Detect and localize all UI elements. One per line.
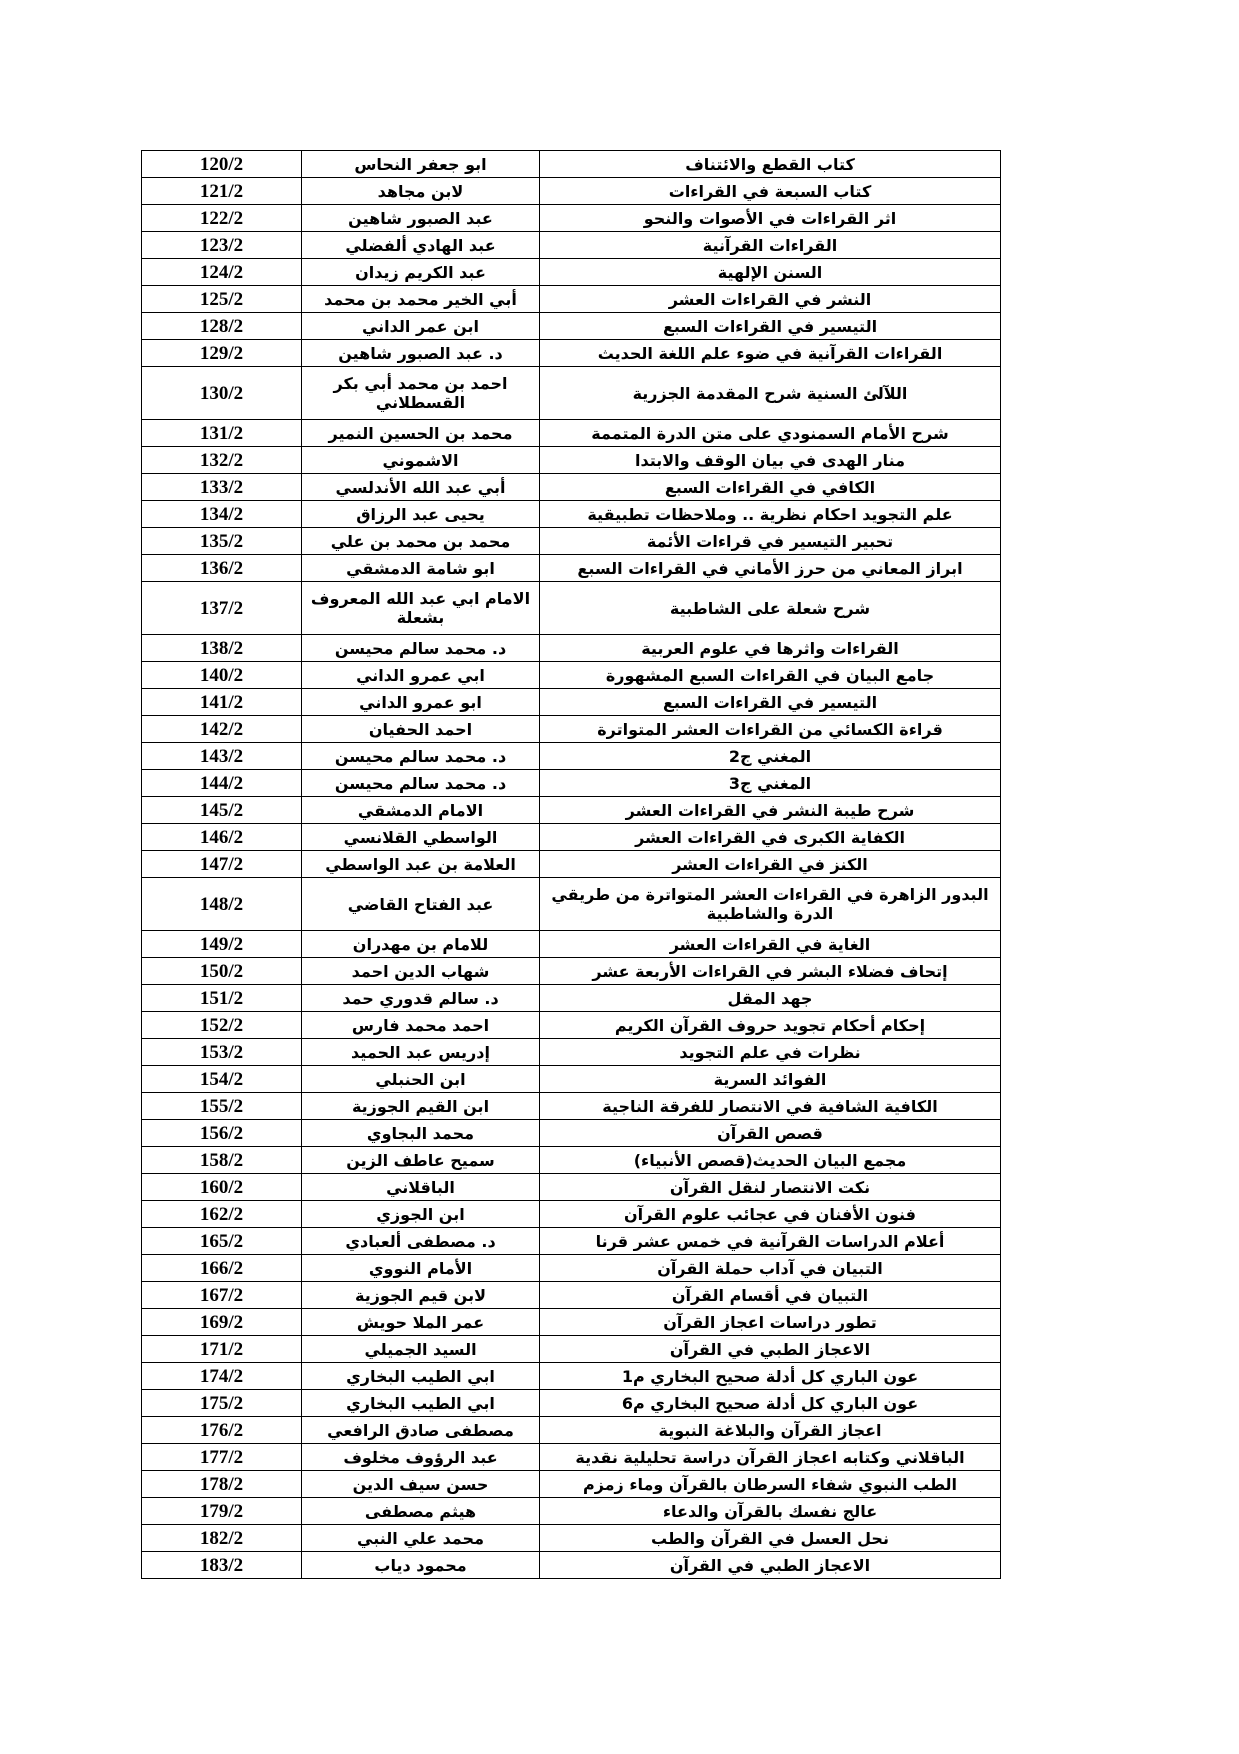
author-cell: ابو جعفر النحاس — [302, 151, 540, 178]
author-cell: ابي الطيب البخاري — [302, 1363, 540, 1390]
row-number-cell: 128/2 — [142, 313, 302, 340]
table-row — [142, 1498, 1001, 1525]
row-number-cell: 183/2 — [142, 1552, 302, 1579]
author-cell: إدريس عبد الحميد — [302, 1039, 540, 1066]
table-row — [142, 1012, 1001, 1039]
title-cell: الكفاية الكبرى في القراءات العشر — [540, 824, 1001, 851]
title-cell: الباقلاني وكتابه اعجاز القرآن دراسة تحليلية نقدية — [540, 1444, 1001, 1471]
author-cell: الامام ابي عبد الله المعروف بشعلة — [302, 582, 540, 635]
row-number-cell: 174/2 — [142, 1363, 302, 1390]
title-cell: إحكام أحكام تجويد حروف القرآن الكريم — [540, 1012, 1001, 1039]
book-catalog-table — [141, 150, 1001, 1579]
author-cell: ابن القيم الجوزية — [302, 1093, 540, 1120]
row-number-cell: 133/2 — [142, 474, 302, 501]
author-cell: الواسطي القلانسي — [302, 824, 540, 851]
row-number-cell: 148/2 — [142, 878, 302, 931]
row-number-cell: 165/2 — [142, 1228, 302, 1255]
title-cell: قراءة الكسائي من القراءات العشر المتواترة — [540, 716, 1001, 743]
table-row — [142, 555, 1001, 582]
row-number-cell: 166/2 — [142, 1255, 302, 1282]
table-row — [142, 743, 1001, 770]
title-cell: القراءات القرآنية في ضوء علم اللغة الحديث — [540, 340, 1001, 367]
author-cell: د. مصطفى ألعبادي — [302, 1228, 540, 1255]
author-cell: عبد الرؤوف مخلوف — [302, 1444, 540, 1471]
table-row — [142, 1066, 1001, 1093]
title-cell: منار الهدى في بيان الوقف والابتدا — [540, 447, 1001, 474]
row-number-cell: 134/2 — [142, 501, 302, 528]
title-cell: الاعجاز الطبي في القرآن — [540, 1336, 1001, 1363]
table-row — [142, 851, 1001, 878]
title-cell: القراءات القرآنية — [540, 232, 1001, 259]
table-row — [142, 878, 1001, 931]
row-number-cell: 147/2 — [142, 851, 302, 878]
author-cell: لابن مجاهد — [302, 178, 540, 205]
table-row — [142, 1552, 1001, 1579]
row-number-cell: 141/2 — [142, 689, 302, 716]
author-cell: الاشموني — [302, 447, 540, 474]
author-cell: ابن الحنبلي — [302, 1066, 540, 1093]
table-row — [142, 447, 1001, 474]
title-cell: نظرات في علم التجويد — [540, 1039, 1001, 1066]
table-row — [142, 1228, 1001, 1255]
row-number-cell: 143/2 — [142, 743, 302, 770]
row-number-cell: 175/2 — [142, 1390, 302, 1417]
row-number-cell: 151/2 — [142, 985, 302, 1012]
author-cell: الامام الدمشقي — [302, 797, 540, 824]
table-row — [142, 474, 1001, 501]
table-row — [142, 340, 1001, 367]
title-cell: المغني ج2 — [540, 743, 1001, 770]
title-cell: الغاية في القراءات العشر — [540, 931, 1001, 958]
row-number-cell: 160/2 — [142, 1174, 302, 1201]
row-number-cell: 136/2 — [142, 555, 302, 582]
author-cell: عمر الملا حويش — [302, 1309, 540, 1336]
author-cell: شهاب الدين احمد — [302, 958, 540, 985]
author-cell: عبد الكريم زيدان — [302, 259, 540, 286]
table-row — [142, 232, 1001, 259]
title-cell: كتاب السبعة في القراءات — [540, 178, 1001, 205]
author-cell: أبي عبد الله الأندلسي — [302, 474, 540, 501]
author-cell: أبي الخير محمد بن محمد — [302, 286, 540, 313]
author-cell: احمد الحفيان — [302, 716, 540, 743]
title-cell: تحبير التيسير في قراءات الأئمة — [540, 528, 1001, 555]
row-number-cell: 122/2 — [142, 205, 302, 232]
author-cell: د. محمد سالم محيسن — [302, 770, 540, 797]
author-cell: الأمام النووي — [302, 1255, 540, 1282]
author-cell: ابو شامة الدمشقي — [302, 555, 540, 582]
table-row — [142, 1336, 1001, 1363]
title-cell: مجمع البيان الحديث(قصص الأنبياء) — [540, 1147, 1001, 1174]
table-row — [142, 1201, 1001, 1228]
table-row — [142, 1444, 1001, 1471]
row-number-cell: 125/2 — [142, 286, 302, 313]
table-row — [142, 1093, 1001, 1120]
row-number-cell: 120/2 — [142, 151, 302, 178]
table-row — [142, 420, 1001, 447]
author-cell: ابن عمر الداني — [302, 313, 540, 340]
table-row — [142, 1471, 1001, 1498]
author-cell: العلامة بن عبد الواسطي — [302, 851, 540, 878]
table-row — [142, 367, 1001, 420]
table-row — [142, 1282, 1001, 1309]
author-cell: للامام بن مهدران — [302, 931, 540, 958]
table-row — [142, 1363, 1001, 1390]
row-number-cell: 156/2 — [142, 1120, 302, 1147]
row-number-cell: 153/2 — [142, 1039, 302, 1066]
table-row — [142, 259, 1001, 286]
table-row — [142, 1309, 1001, 1336]
row-number-cell: 152/2 — [142, 1012, 302, 1039]
table-row — [142, 501, 1001, 528]
row-number-cell: 149/2 — [142, 931, 302, 958]
title-cell: البدور الزاهرة في القراءات العشر المتواترة من طريقي الدرة والشاطبية — [540, 878, 1001, 931]
table-row — [142, 1174, 1001, 1201]
author-cell: الباقلاني — [302, 1174, 540, 1201]
author-cell: عبد الفتاح القاضي — [302, 878, 540, 931]
title-cell: الكافية الشافية في الانتصار للفرقة الناجية — [540, 1093, 1001, 1120]
title-cell: شرح طيبة النشر في القراءات العشر — [540, 797, 1001, 824]
row-number-cell: 131/2 — [142, 420, 302, 447]
title-cell: اللآلئ السنية شرح المقدمة الجزرية — [540, 367, 1001, 420]
author-cell: ابن الجوزي — [302, 1201, 540, 1228]
table-row — [142, 1039, 1001, 1066]
title-cell: الطب النبوي شفاء السرطان بالقرآن وماء زمزم — [540, 1471, 1001, 1498]
table-row — [142, 1417, 1001, 1444]
author-cell: د. عبد الصبور شاهين — [302, 340, 540, 367]
author-cell: هيثم مصطفى — [302, 1498, 540, 1525]
row-number-cell: 137/2 — [142, 582, 302, 635]
row-number-cell: 132/2 — [142, 447, 302, 474]
author-cell: محمد علي النبي — [302, 1525, 540, 1552]
table-row — [142, 985, 1001, 1012]
title-cell: اعجاز القرآن والبلاغة النبوية — [540, 1417, 1001, 1444]
table-row — [142, 958, 1001, 985]
row-number-cell: 158/2 — [142, 1147, 302, 1174]
title-cell: عون الباري كل أدلة صحيح البخاري م6 — [540, 1390, 1001, 1417]
row-number-cell: 142/2 — [142, 716, 302, 743]
table-row — [142, 178, 1001, 205]
author-cell: احمد محمد فارس — [302, 1012, 540, 1039]
author-cell: يحيى عبد الرزاق — [302, 501, 540, 528]
author-cell: عبد الصبور شاهين — [302, 205, 540, 232]
table-row — [142, 1525, 1001, 1552]
author-cell: سميح عاطف الزين — [302, 1147, 540, 1174]
title-cell: فنون الأفنان في عجائب علوم القرآن — [540, 1201, 1001, 1228]
title-cell: شرح شعلة على الشاطبية — [540, 582, 1001, 635]
row-number-cell: 178/2 — [142, 1471, 302, 1498]
table-row — [142, 770, 1001, 797]
row-number-cell: 167/2 — [142, 1282, 302, 1309]
title-cell: التبيان في أقسام القرآن — [540, 1282, 1001, 1309]
title-cell: السنن الإلهية — [540, 259, 1001, 286]
title-cell: المغني ج3 — [540, 770, 1001, 797]
title-cell: إتحاف فضلاء البشر في القراءات الأربعة عشر — [540, 958, 1001, 985]
table-row — [142, 528, 1001, 555]
row-number-cell: 169/2 — [142, 1309, 302, 1336]
catalog-body — [142, 151, 1001, 1579]
table-row — [142, 313, 1001, 340]
row-number-cell: 171/2 — [142, 1336, 302, 1363]
author-cell: محمد البجاوي — [302, 1120, 540, 1147]
row-number-cell: 121/2 — [142, 178, 302, 205]
author-cell: السيد الجميلي — [302, 1336, 540, 1363]
row-number-cell: 135/2 — [142, 528, 302, 555]
table-row — [142, 797, 1001, 824]
row-number-cell: 129/2 — [142, 340, 302, 367]
title-cell: تطور دراسات اعجاز القرآن — [540, 1309, 1001, 1336]
table-row — [142, 1255, 1001, 1282]
title-cell: النشر في القراءات العشر — [540, 286, 1001, 313]
author-cell: احمد بن محمد أبي بكر القسطلاني — [302, 367, 540, 420]
table-row — [142, 286, 1001, 313]
table-row — [142, 1390, 1001, 1417]
title-cell: الكافي في القراءات السبع — [540, 474, 1001, 501]
author-cell: ابي عمرو الداني — [302, 662, 540, 689]
row-number-cell: 150/2 — [142, 958, 302, 985]
title-cell: الكنز في القراءات العشر — [540, 851, 1001, 878]
author-cell: محمد بن الحسين النمير — [302, 420, 540, 447]
row-number-cell: 140/2 — [142, 662, 302, 689]
title-cell: جهد المقل — [540, 985, 1001, 1012]
title-cell: نكت الانتصار لنقل القرآن — [540, 1174, 1001, 1201]
author-cell: ابي الطيب البخاري — [302, 1390, 540, 1417]
row-number-cell: 179/2 — [142, 1498, 302, 1525]
title-cell: القراءات واثرها في علوم العربية — [540, 635, 1001, 662]
title-cell: شرح الأمام السمنودي على متن الدرة المتممة — [540, 420, 1001, 447]
table-row — [142, 582, 1001, 635]
title-cell: نحل العسل في القرآن والطب — [540, 1525, 1001, 1552]
row-number-cell: 144/2 — [142, 770, 302, 797]
table-row — [142, 662, 1001, 689]
title-cell: الاعجاز الطبي في القرآن — [540, 1552, 1001, 1579]
author-cell: لابن قيم الجوزية — [302, 1282, 540, 1309]
table-row — [142, 931, 1001, 958]
title-cell: قصص القرآن — [540, 1120, 1001, 1147]
table-row — [142, 716, 1001, 743]
author-cell: د. محمد سالم محيسن — [302, 743, 540, 770]
author-cell: ابو عمرو الداني — [302, 689, 540, 716]
title-cell: الفوائد السرية — [540, 1066, 1001, 1093]
author-cell: د. سالم قدوري حمد — [302, 985, 540, 1012]
title-cell: جامع البيان في القراءات السبع المشهورة — [540, 662, 1001, 689]
table-row — [142, 635, 1001, 662]
row-number-cell: 176/2 — [142, 1417, 302, 1444]
row-number-cell: 154/2 — [142, 1066, 302, 1093]
title-cell: التيسير في القراءات السبع — [540, 689, 1001, 716]
row-number-cell: 182/2 — [142, 1525, 302, 1552]
title-cell: أعلام الدراسات القرآنية في خمس عشر قرنا — [540, 1228, 1001, 1255]
author-cell: محمد بن محمد بن علي — [302, 528, 540, 555]
title-cell: علم التجويد احكام نظرية .. وملاحظات تطبيقية — [540, 501, 1001, 528]
row-number-cell: 177/2 — [142, 1444, 302, 1471]
author-cell: عبد الهادي ألفضلي — [302, 232, 540, 259]
row-number-cell: 145/2 — [142, 797, 302, 824]
row-number-cell: 155/2 — [142, 1093, 302, 1120]
row-number-cell: 162/2 — [142, 1201, 302, 1228]
title-cell: التبيان في آداب حملة القرآن — [540, 1255, 1001, 1282]
author-cell: محمود دياب — [302, 1552, 540, 1579]
author-cell: مصطفى صادق الرافعي — [302, 1417, 540, 1444]
row-number-cell: 138/2 — [142, 635, 302, 662]
title-cell: عون الباري كل أدلة صحيح البخاري م1 — [540, 1363, 1001, 1390]
table-row — [142, 205, 1001, 232]
table-row — [142, 824, 1001, 851]
title-cell: كتاب القطع والائتناف — [540, 151, 1001, 178]
row-number-cell: 123/2 — [142, 232, 302, 259]
author-cell: د. محمد سالم محيسن — [302, 635, 540, 662]
table-row — [142, 151, 1001, 178]
row-number-cell: 130/2 — [142, 367, 302, 420]
row-number-cell: 146/2 — [142, 824, 302, 851]
table-row — [142, 1120, 1001, 1147]
author-cell: حسن سيف الدين — [302, 1471, 540, 1498]
table-row — [142, 689, 1001, 716]
title-cell: ابراز المعاني من حرز الأماني في القراءات السبع — [540, 555, 1001, 582]
table-row — [142, 1147, 1001, 1174]
row-number-cell: 124/2 — [142, 259, 302, 286]
title-cell: عالج نفسك بالقرآن والدعاء — [540, 1498, 1001, 1525]
title-cell: التيسير في القراءات السبع — [540, 313, 1001, 340]
title-cell: اثر القراءات في الأصوات والنحو — [540, 205, 1001, 232]
